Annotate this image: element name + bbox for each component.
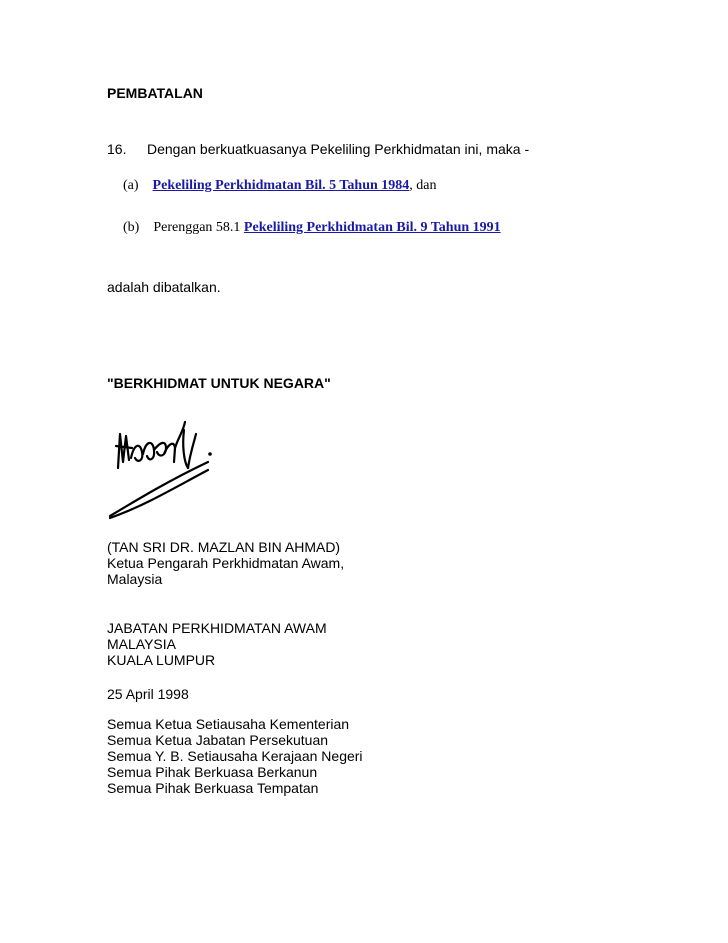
motto: "BERKHIDMAT UNTUK NEGARA" [107, 375, 331, 391]
paragraph-text: Dengan berkuatkuasanya Pekeliling Perkhidmatan ini, maka - [147, 141, 530, 157]
circular-link-1991[interactable]: Pekeliling Perkhidmatan Bil. 9 Tahun 1991 [243, 220, 501, 235]
circular-link-1984[interactable]: Pekeliling Perkhidmatan Bil. 5 Tahun 1984 [152, 178, 410, 193]
office-line-1: JABATAN PERKHIDMATAN AWAM [107, 620, 327, 636]
signatory-name: (TAN SRI DR. MAZLAN BIN AHMAD) [107, 539, 341, 555]
conclusion-text: adalah dibatalkan. [107, 279, 221, 295]
signatory-title: Ketua Pengarah Perkhidmatan Awam, [107, 555, 345, 571]
office-block [107, 620, 327, 668]
signatory-block [107, 539, 344, 587]
section-heading: PEMBATALAN [107, 85, 203, 101]
signatory-country: Malaysia [107, 571, 163, 587]
document-date: 25 April 1998 [107, 686, 189, 702]
office-line-3: KUALA LUMPUR [107, 652, 216, 668]
item-label: (b) [123, 220, 140, 235]
paragraph-number: 16. [107, 141, 127, 157]
item-label: (a) [123, 178, 139, 193]
recipient-item: Semua Pihak Berkuasa Berkanun [107, 764, 318, 780]
recipient-item: Semua Ketua Jabatan Persekutuan [107, 732, 329, 748]
recipient-item: Semua Y. B. Setiausaha Kerajaan Negeri [107, 748, 363, 764]
signature-image [104, 418, 224, 526]
list-item [123, 178, 437, 194]
item-suffix: , dan [409, 178, 437, 193]
list-item [123, 220, 501, 236]
recipients-list [107, 716, 363, 796]
office-line-2: MALAYSIA [107, 636, 176, 652]
recipient-item: Semua Ketua Setiausaha Kementerian [107, 716, 350, 732]
item-prefix: Perenggan 58.1 [153, 220, 244, 235]
recipient-item: Semua Pihak Berkuasa Tempatan [107, 780, 319, 796]
